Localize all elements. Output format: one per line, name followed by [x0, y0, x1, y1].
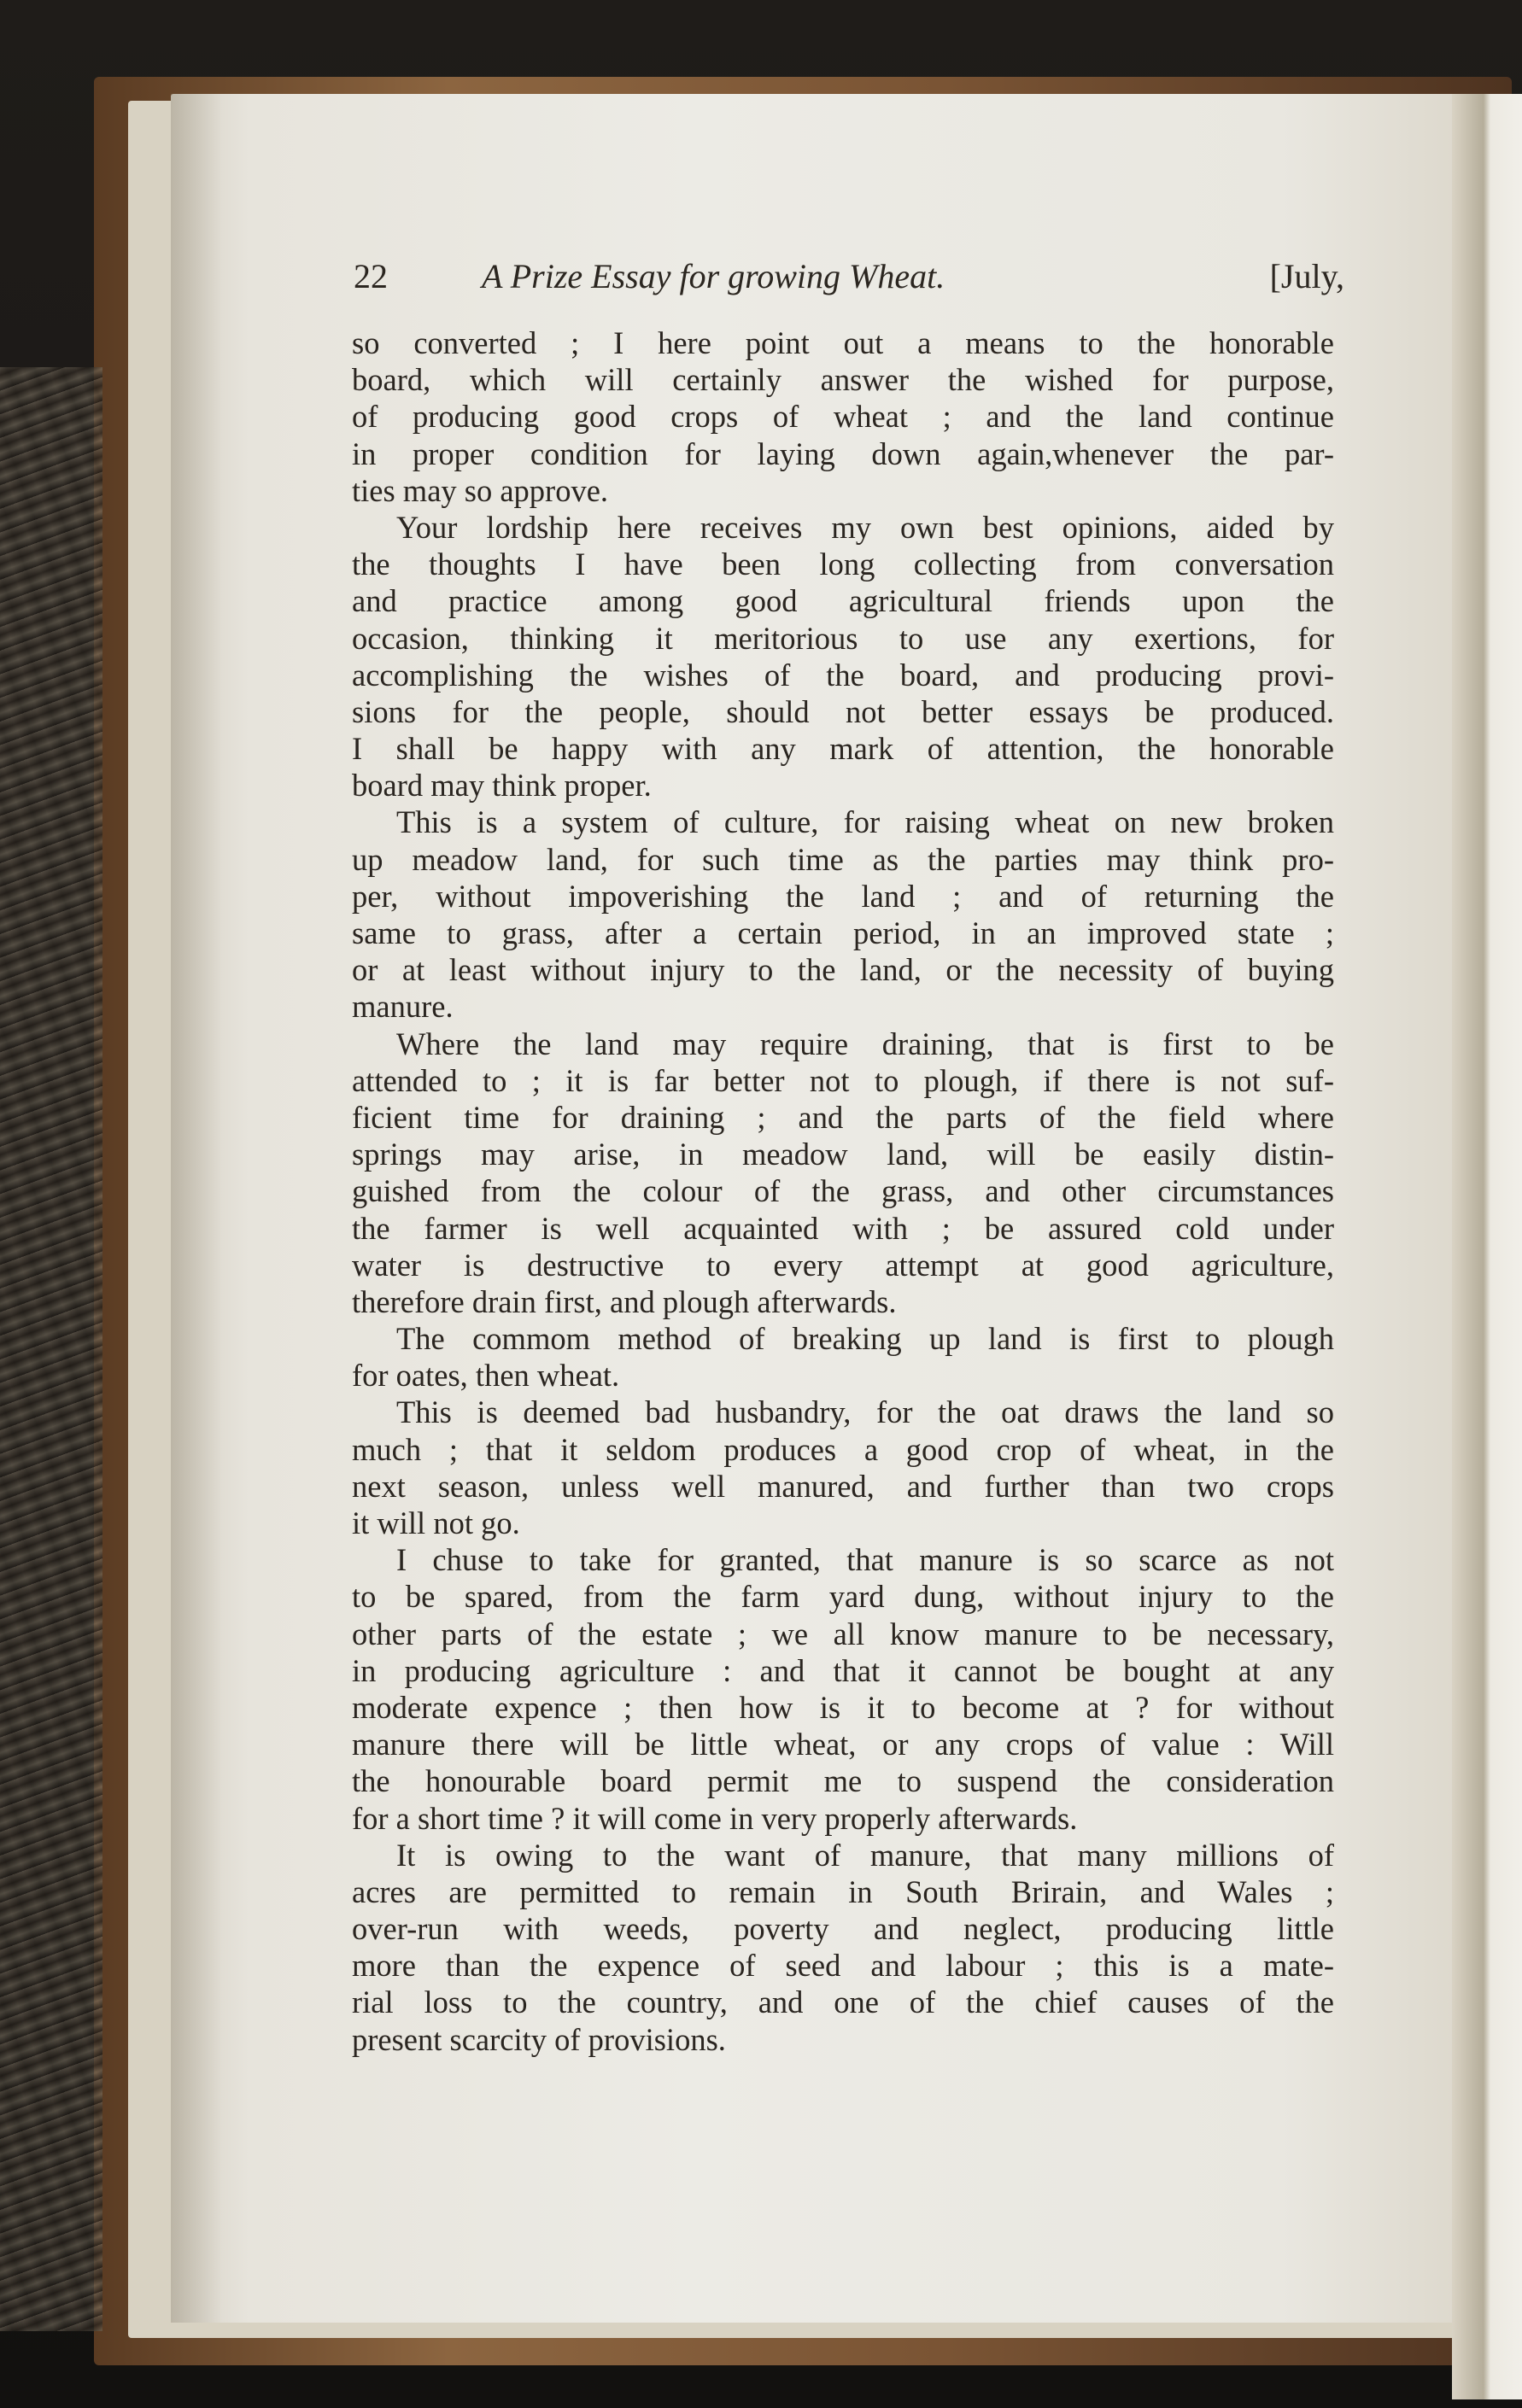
- text-line: It is owing to the want of manure, that many millions of: [396, 1837, 1334, 1873]
- text-line: per, without impoverishing the land ; and of returning the: [352, 878, 1334, 914]
- text-line: in proper condition for laying down again,whenever the par-: [352, 435, 1334, 471]
- marbled-edge: [0, 367, 102, 2331]
- text-line: Where the land may require draining, that is first to be: [396, 1026, 1334, 1061]
- text-line: for a short time ? it will come in very properly afterwards.: [352, 1800, 1078, 1836]
- text-line: board may think proper.: [352, 768, 652, 804]
- body-text: [352, 324, 1334, 2058]
- text-line: Your lordship here receives my own best opinions, aided by: [396, 509, 1334, 545]
- text-line: in producing agriculture : and that it cannot be bought at any: [352, 1652, 1334, 1688]
- text-line: other parts of the estate ; we all know manure to be necessary,: [352, 1616, 1334, 1651]
- text-line: it will not go.: [352, 1505, 520, 1540]
- text-line: I shall be happy with any mark of attention, the honorable: [352, 731, 1334, 767]
- text-line: accomplishing the wishes of the board, and producing provi-: [352, 657, 1334, 693]
- text-line: to be spared, from the farm yard dung, without injury to the: [352, 1579, 1334, 1615]
- text-line: ties may so approve.: [352, 472, 609, 508]
- text-line: next season, unless well manured, and further than two crops: [352, 1468, 1334, 1504]
- text-line: board, which will certainly answer the wished for purpose,: [352, 362, 1334, 398]
- text-line: the farmer is well acquainted with ; be assured cold under: [352, 1210, 1334, 1246]
- page-shadow: [171, 94, 222, 2323]
- text-line: much ; that it seldom produces a good crop of wheat, in the: [352, 1431, 1334, 1467]
- text-line: and practice among good agricultural friends upon the: [352, 583, 1334, 619]
- text-line: the honourable board permit me to suspend the consideration: [352, 1763, 1334, 1799]
- page-number: 22: [354, 257, 388, 295]
- text-line: occasion, thinking it meritorious to use any exertions, for: [352, 620, 1334, 656]
- text-line: manure there will be little wheat, or any crops of value : Will: [352, 1727, 1334, 1762]
- text-line: up meadow land, for such time as the parties may think pro-: [352, 841, 1334, 877]
- text-line: for oates, then wheat.: [352, 1358, 620, 1394]
- text-line: This is a system of culture, for raising wheat on new broken: [396, 804, 1334, 840]
- text-line: more than the expence of seed and labour ; this is a mate-: [352, 1948, 1334, 1984]
- text-line: over-run with weeds, poverty and neglect, producing little: [352, 1911, 1334, 1947]
- text-line: I chuse to take for granted, that manure is so scarce as not: [396, 1542, 1334, 1578]
- text-line: ficient time for draining ; and the parts of the field where: [352, 1099, 1334, 1135]
- text-line: guished from the colour of the grass, and other circumstances: [352, 1173, 1334, 1209]
- text-line: the thoughts I have been long collecting from conversation: [352, 546, 1334, 582]
- text-line: This is deemed bad husbandry, for the oat draws the land so: [396, 1394, 1334, 1430]
- text-line: so converted ; I here point out a means to the honorable: [352, 325, 1334, 360]
- text-line: attended to ; it is far better not to plough, if there is not suf-: [352, 1062, 1334, 1098]
- facing-page-edge: [1452, 94, 1522, 2399]
- text-line: moderate expence ; then how is it to become at ? for without: [352, 1689, 1334, 1725]
- running-month: [July,: [1269, 257, 1344, 295]
- text-line: sions for the people, should not better essays be produced.: [352, 693, 1334, 729]
- text-line: therefore drain first, and plough afterwards.: [352, 1283, 897, 1319]
- text-line: springs may arise, in meadow land, will be easily distin-: [352, 1137, 1334, 1172]
- text-line: acres are permitted to remain in South Brirain, and Wales ;: [352, 1873, 1334, 1909]
- running-title: A Prize Essay for growing Wheat.: [482, 257, 945, 295]
- text-line: manure.: [352, 989, 454, 1025]
- running-head: [354, 256, 1344, 307]
- text-line: of producing good crops of wheat ; and the land continue: [352, 399, 1334, 435]
- text-line: same to grass, after a certain period, in an improved state ;: [352, 915, 1334, 950]
- text-line: present scarcity of provisions.: [352, 2021, 726, 2057]
- text-line: water is destructive to every attempt at good agriculture,: [352, 1247, 1334, 1283]
- text-line: The commom method of breaking up land is first to plough: [396, 1321, 1334, 1357]
- text-line: rial loss to the country, and one of the chief causes of the: [352, 1984, 1334, 2020]
- text-line: or at least without injury to the land, or the necessity of buying: [352, 952, 1334, 988]
